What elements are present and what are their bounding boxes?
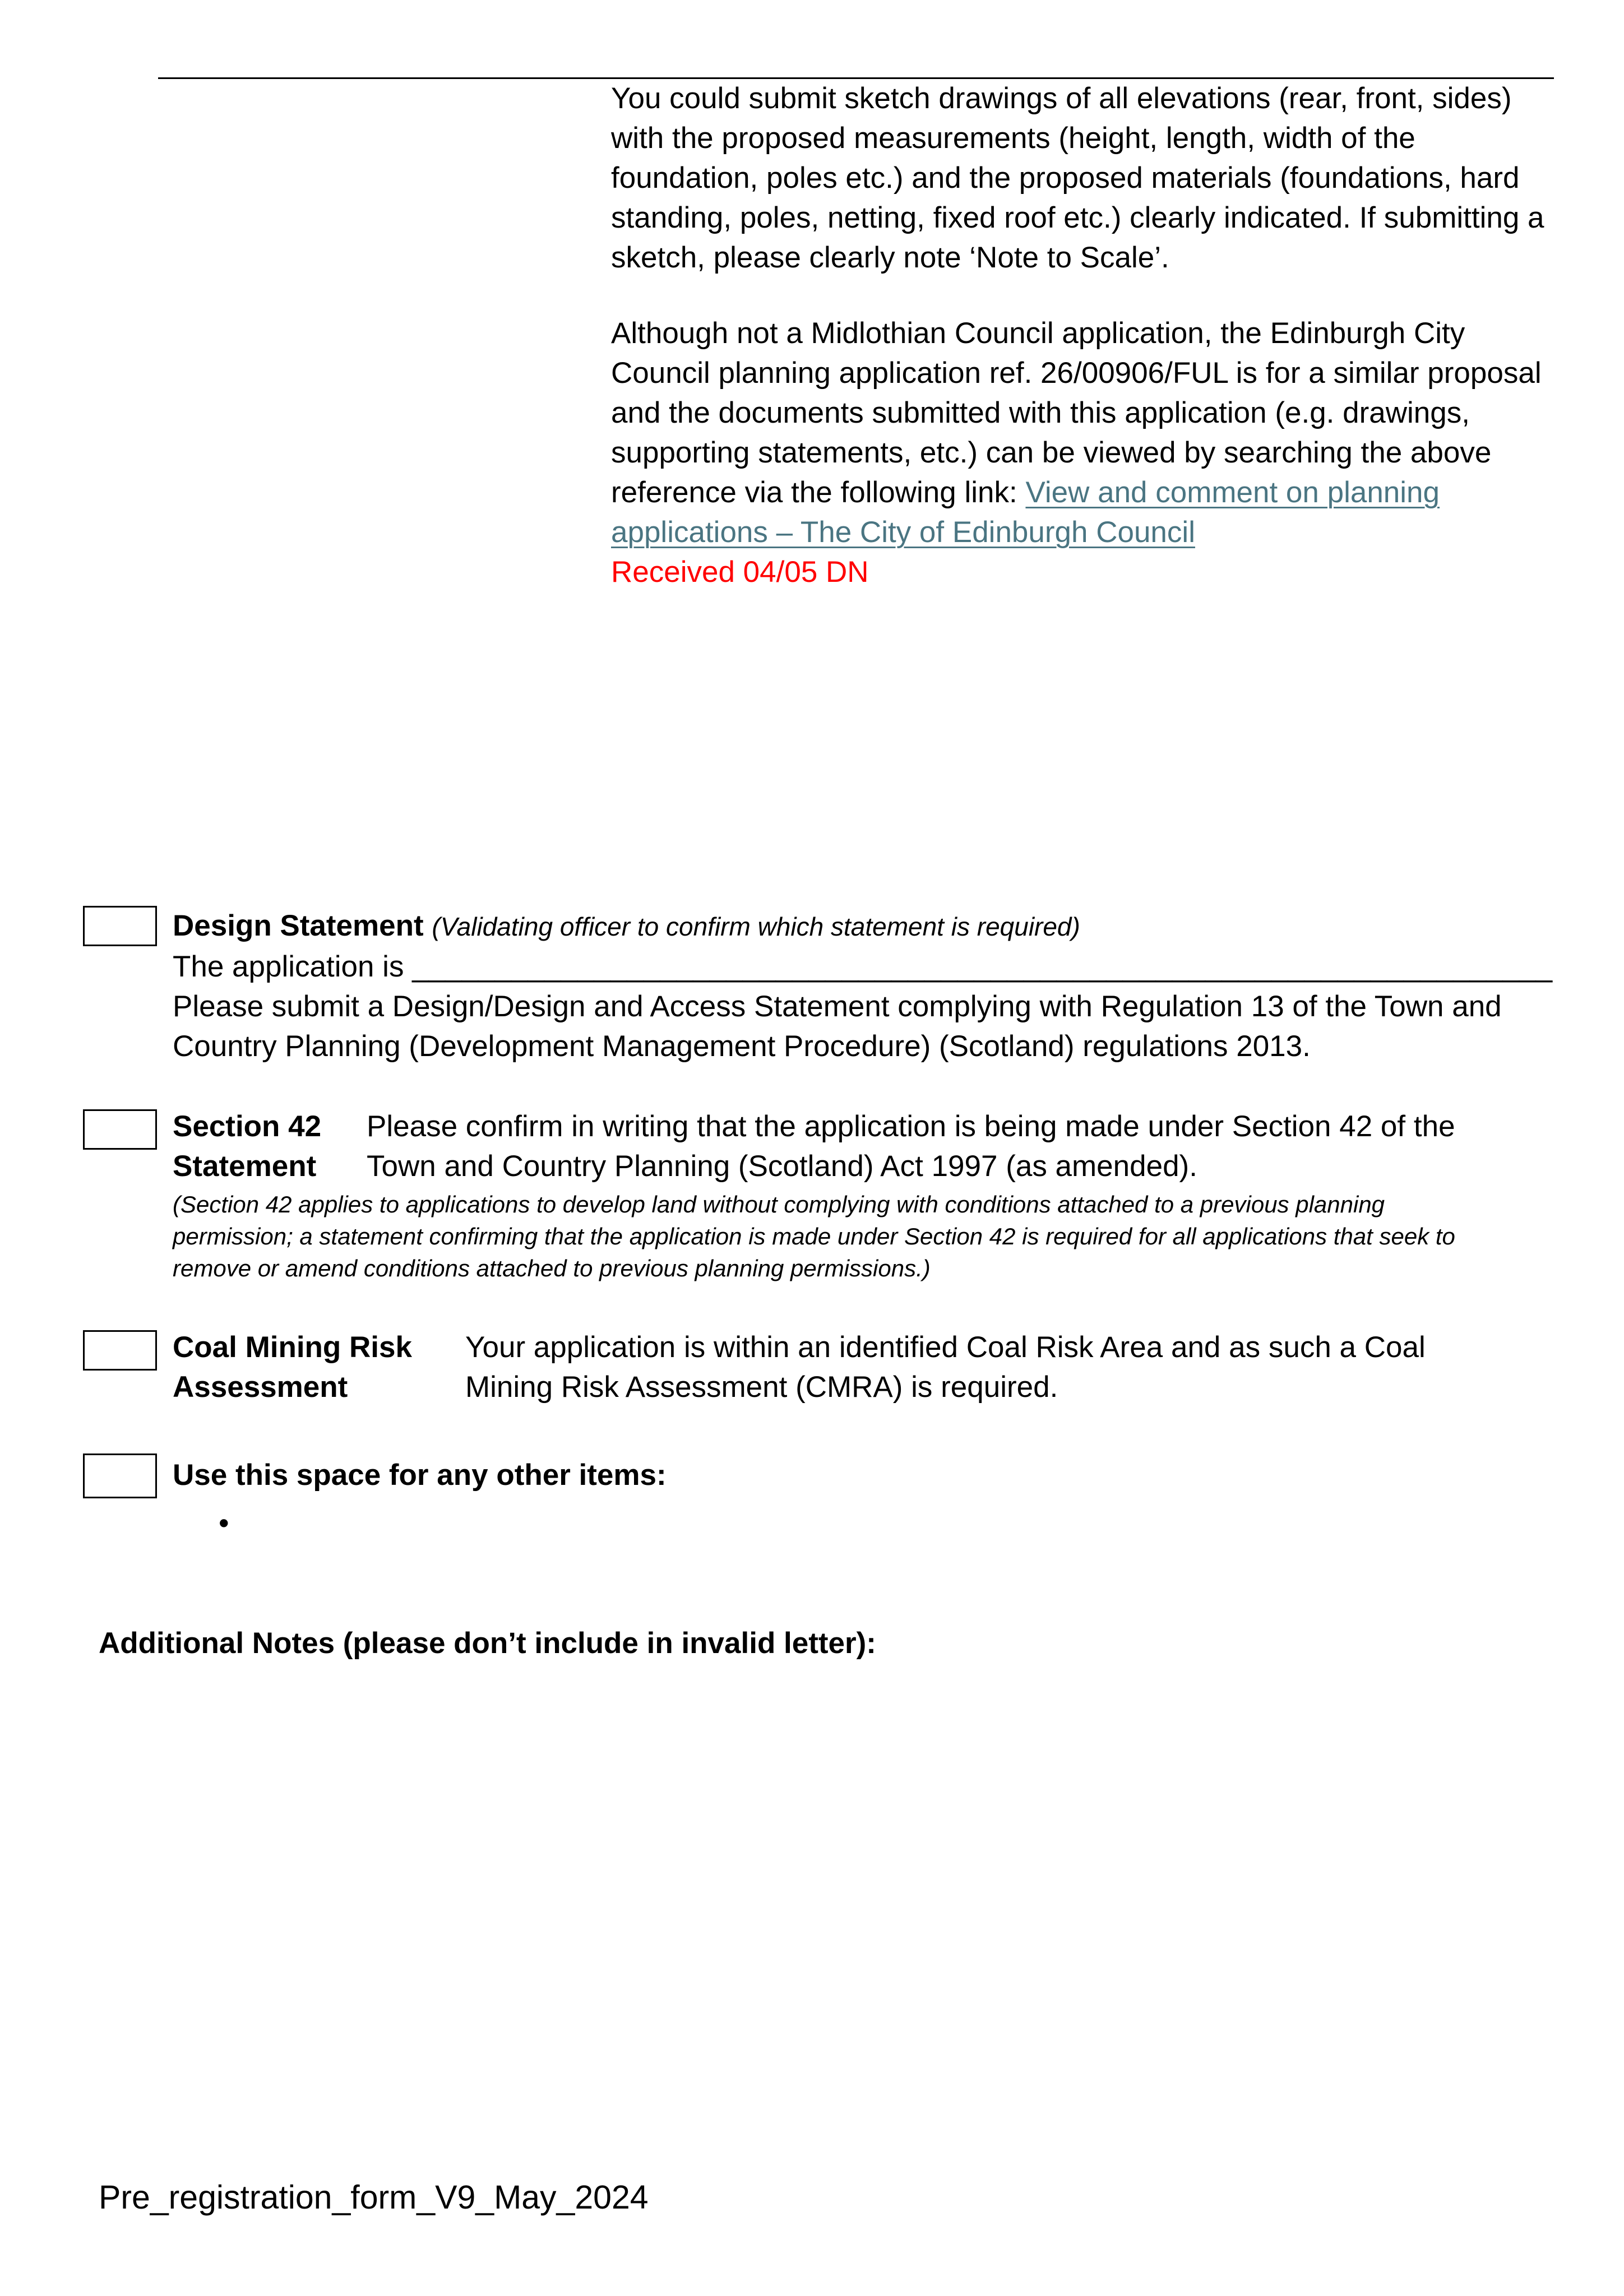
received-note: Received 04/05 DN: [611, 556, 869, 589]
other-items-checkbox[interactable]: [83, 1453, 157, 1498]
planning-applications-link[interactable]: View and comment on planning applications – The City of Edinburgh Council: [611, 476, 1440, 549]
section42-title-line1: Section 42: [173, 1110, 322, 1143]
design-statement-block: [173, 906, 1552, 1066]
section42-body-line2: Town and Country Planning (Scotland) Act 1997 (as amended).: [367, 1150, 1197, 1183]
intro-paragraph-reference: [611, 313, 1564, 592]
coal-mining-title-line2: Assessment: [173, 1371, 348, 1404]
additional-notes-heading: Additional Notes (please don’t include in invalid letter):: [99, 1627, 876, 1660]
section42-note: [173, 1188, 1455, 1284]
section42-note-line2: permission; a statement confirming that the application is made under Section 42 is required for all applications that seek to: [173, 1223, 1455, 1249]
coal-mining-title: [173, 1327, 412, 1407]
intro-paragraph-sketch: You could submit sketch drawings of all elevations (rear, front, sides) with the proposed measurements (height, length, width of the foundation, poles etc.) and the proposed materials (foundations, hard standing, poles, netting, fixed roof etc.) clearly indicated. If submitting a sketch, please clearly note ‘Note to Scale’.: [611, 82, 1544, 274]
coal-mining-body: [465, 1327, 1426, 1407]
section42-title-line2: Statement: [173, 1150, 317, 1183]
coal-mining-body-line1: Your application is within an identified Coal Risk Area and as such a Coal: [465, 1331, 1426, 1364]
other-items-bullet[interactable]: •: [219, 1507, 229, 1540]
section42-note-line3: remove or amend conditions attached to previous planning permissions.): [173, 1255, 931, 1281]
coal-mining-checkbox[interactable]: [83, 1330, 157, 1371]
section42-title: [173, 1107, 321, 1186]
coal-mining-title-line1: Coal Mining Risk: [173, 1331, 412, 1364]
design-statement-title: Design Statement: [173, 909, 424, 942]
application-type-line: [173, 947, 1552, 987]
application-type-label: The application is: [173, 950, 404, 983]
design-statement-checkbox[interactable]: [83, 906, 157, 946]
section42-note-line1: (Section 42 applies to applications to develop land without complying with conditions attached to a previous planning: [173, 1191, 1385, 1218]
intro-section: [611, 78, 1564, 592]
design-statement-note: (Validating officer to confirm which statement is required): [432, 912, 1080, 941]
form-version-footer: Pre_registration_form_V9_May_2024: [99, 2179, 649, 2216]
application-type-blank: _____________________________________________________________________: [412, 950, 1553, 983]
section42-body: [367, 1107, 1455, 1186]
section42-checkbox[interactable]: [83, 1109, 157, 1150]
design-statement-heading: [173, 906, 1552, 947]
design-statement-body: Please submit a Design/Design and Access Statement complying with Regulation 13 of the Town and Country Planning (Development Management Procedure) (Scotland) regulations 2013.: [173, 990, 1502, 1063]
reference-text: Although not a Midlothian Council application, the Edinburgh City Council planning application ref. 26/00906/FUL is for a similar proposal and the documents submitted with this application (e.g. drawings, supporting statements, etc.) can be viewed by searching the above reference via the following link:: [611, 317, 1542, 509]
section42-body-line1: Please confirm in writing that the application is being made under Section 42 of the: [367, 1110, 1455, 1143]
coal-mining-body-line2: Mining Risk Assessment (CMRA) is required.: [465, 1371, 1058, 1404]
other-items-title: Use this space for any other items:: [173, 1459, 667, 1492]
